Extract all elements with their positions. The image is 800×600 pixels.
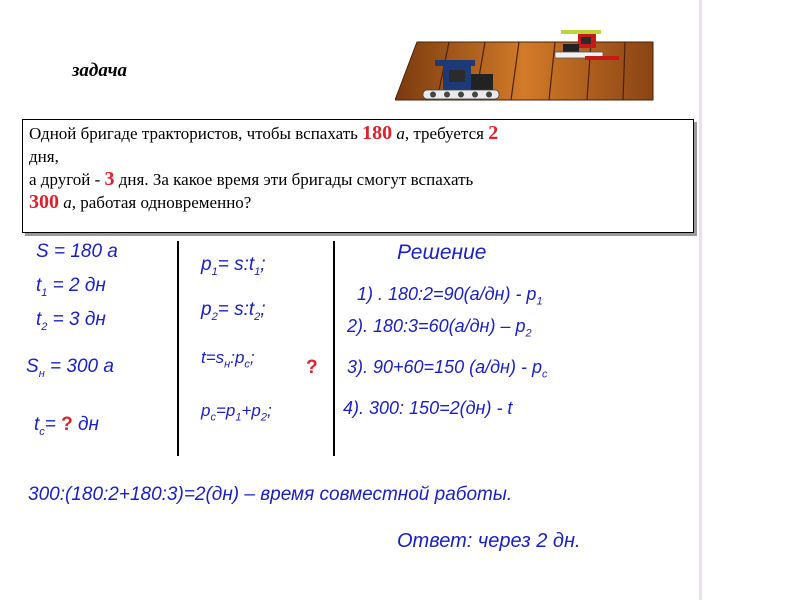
problem-line-1 <box>23 120 693 145</box>
problem-text: Одной бригаде трактористов, чтобы вспахать <box>29 124 363 143</box>
given-time-1: $t_1 = 2$ дн <box>36 275 106 299</box>
problem-line-2 <box>23 145 693 168</box>
answer: Ответ: через 2 дн. <box>397 530 581 552</box>
given-time-2: $t_2 = 3$ дн <box>36 309 106 333</box>
problem-statement-box <box>22 119 694 233</box>
problem-text: , работая одновременно? <box>71 193 252 212</box>
solution-step-4: 4). 300: 150=2(дн) - t <box>343 398 513 418</box>
formula-time: $t=s_н:p_с$; <box>201 348 255 371</box>
problem-line-4 <box>23 191 693 214</box>
problem-text: дня, <box>29 147 59 166</box>
problem-number: 180 <box>362 122 393 144</box>
solution-step-1: 1) . 180:2=90(а/дн) - $p_1$ <box>357 284 543 308</box>
problem-text: , требуется <box>404 124 489 143</box>
formula-rate-1: $p_1=$ $s:t_1$; <box>201 254 266 278</box>
column-divider-right <box>333 241 335 456</box>
solution-heading: Решение <box>397 241 487 264</box>
formula-joint-rate: $p_с=p_1+p_2$; <box>201 401 272 424</box>
given-new-area: $S_н = 300$ а <box>26 356 114 380</box>
problem-number: 2 <box>488 122 499 144</box>
column-divider-left <box>177 241 179 456</box>
solution-step-2: 2). 180:3=60(а/дн) – $p_2$ <box>347 316 532 340</box>
page-border-line <box>699 0 702 600</box>
solution-step-3: 3). 90+60=150 $(а/дн) - p_c$ <box>347 357 548 381</box>
given-area: S = 180 а <box>36 241 118 262</box>
question-mark: ? <box>306 357 318 378</box>
problem-unit: а <box>59 193 72 212</box>
problem-number: 300 <box>29 191 59 213</box>
formula-rate-2: $p_2=$ $s:t_2$; <box>201 299 266 323</box>
combined-expression: 300:(180:2+180:3)=2(дн) – время совместной работы. <box>28 484 513 505</box>
problem-unit: а <box>392 124 405 143</box>
field-with-tractors-illustration <box>395 22 657 104</box>
problem-text: а другой - <box>29 170 105 189</box>
problem-text: дня. За какое время эти бригады смогут вспахать <box>114 170 474 189</box>
page-title: задача <box>72 60 128 81</box>
problem-number: 3 <box>104 168 115 190</box>
problem-line-3 <box>23 168 693 191</box>
given-joint-time: $t_c=$ ? дн <box>34 414 100 438</box>
